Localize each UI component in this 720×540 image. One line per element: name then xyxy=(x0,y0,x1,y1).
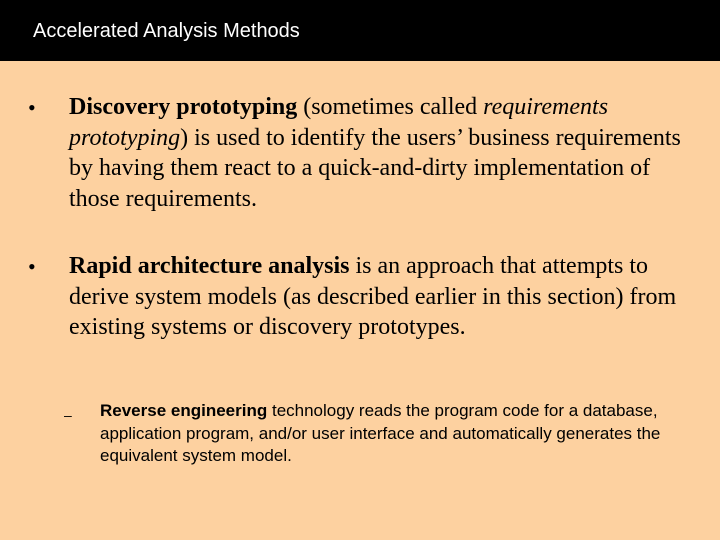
bullet-2 xyxy=(69,251,701,343)
bullet-marker-2: • xyxy=(28,254,36,279)
sub-bullet-marker-1: – xyxy=(64,407,72,423)
bullet-marker-1: • xyxy=(28,95,36,120)
bullet-1-text-b: ) is used to identify the users’ business requirements by having them react to a quick-and-dirty implementation of those requirements. xyxy=(69,124,681,212)
sub-bullet-1-text: technology reads the program code for a database, application program, and/or user interface and automatically generates the equivalent system model. xyxy=(100,401,661,465)
slide-title: Accelerated Analysis Methods xyxy=(33,20,300,42)
bullet-2-term: Rapid architecture analysis xyxy=(69,253,350,279)
bullet-1-italic: requirements prototyping xyxy=(69,94,609,151)
bullet-1-text-a: (sometimes called xyxy=(297,94,484,120)
bullet-1-term: Discovery prototyping xyxy=(69,94,298,120)
bullet-2-text: is an approach that attempts to derive system models (as described earlier in this section) from existing systems or discovery prototypes. xyxy=(69,253,677,340)
sub-bullet-1 xyxy=(100,400,690,468)
bullet-1 xyxy=(69,92,701,214)
sub-bullet-1-term: Reverse engineering xyxy=(100,401,268,420)
title-bar xyxy=(0,0,720,61)
